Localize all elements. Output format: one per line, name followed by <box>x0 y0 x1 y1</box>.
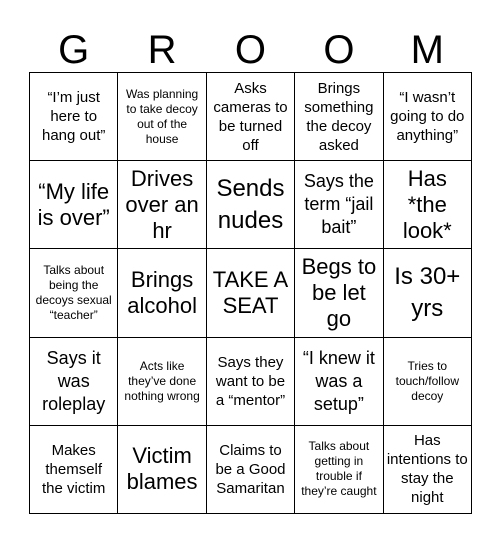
bingo-cell[interactable] <box>118 249 206 337</box>
bingo-cell[interactable] <box>384 338 472 426</box>
bingo-cell-text: “I’m just here to hang out” <box>42 89 106 145</box>
free-space-cell[interactable] <box>207 249 295 337</box>
bingo-cell-text: Claims to be a Good Samaritan <box>215 441 286 497</box>
bingo-cell[interactable] <box>207 73 295 161</box>
bingo-cell-text: Begs to be let go <box>301 253 377 331</box>
bingo-cell[interactable] <box>30 338 118 426</box>
bingo-cell[interactable] <box>295 338 383 426</box>
header-letter-o-second: O <box>323 28 356 72</box>
bingo-cell[interactable] <box>207 338 295 426</box>
bingo-cell[interactable] <box>118 338 206 426</box>
header-letter-m: M <box>410 28 445 72</box>
bingo-cell[interactable] <box>118 426 206 514</box>
bingo-cell-text: “I wasn’t going to do anything” <box>390 89 465 145</box>
bingo-cell-text: TAKE A SEAT <box>212 266 289 318</box>
bingo-header <box>30 28 472 72</box>
bingo-cell-text: Says they want to be a “mentor” <box>215 353 286 409</box>
bingo-cell-text: “My life is over” <box>37 178 110 230</box>
bingo-cell-text: Says it was roleplay <box>42 347 106 414</box>
bingo-cell[interactable] <box>295 73 383 161</box>
bingo-cell-text: Victim blames <box>126 443 198 495</box>
bingo-cell[interactable] <box>30 161 118 249</box>
bingo-cell[interactable] <box>295 426 383 514</box>
bingo-cell-text: Has *the look* <box>402 165 452 243</box>
bingo-cell[interactable] <box>384 73 472 161</box>
bingo-cell[interactable] <box>30 426 118 514</box>
bingo-cell-text: Asks cameras to be turned off <box>213 79 288 154</box>
bingo-cell-text: “I knew it was a setup” <box>302 347 375 414</box>
bingo-cell[interactable] <box>30 73 118 161</box>
bingo-cell-text: Makes themself the victim <box>42 441 106 497</box>
bingo-cell[interactable] <box>384 249 472 337</box>
bingo-cell-text: Says the term “jail bait” <box>303 171 374 238</box>
bingo-cell[interactable] <box>30 249 118 337</box>
bingo-cell[interactable] <box>207 161 295 249</box>
bingo-cell-text: Talks about getting in trouble if they’re caught <box>301 439 377 499</box>
bingo-cell[interactable] <box>118 73 206 161</box>
bingo-cell-text: Was planning to take decoy out of the house <box>125 86 199 146</box>
bingo-cell-text: Brings something the decoy asked <box>304 79 374 154</box>
bingo-cell-text: Drives over an hr <box>125 165 199 243</box>
header-letter-o-first: O <box>234 28 268 72</box>
bingo-cell[interactable] <box>118 161 206 249</box>
bingo-board <box>29 72 472 514</box>
bingo-cell-text: Sends nudes <box>216 174 285 234</box>
bingo-cell[interactable] <box>207 426 295 514</box>
header-letter-g: G <box>58 28 91 72</box>
bingo-cell-text: Has intentions to stay the night <box>386 432 468 507</box>
bingo-cell-text: Acts like they’ve done nothing wrong <box>124 358 200 403</box>
bingo-cell[interactable] <box>295 249 383 337</box>
bingo-cell-text: Talks about being the decoys sexual “teacher” <box>35 262 112 322</box>
bingo-cell[interactable] <box>384 161 472 249</box>
bingo-cell-text: Brings alcohol <box>127 266 197 318</box>
bingo-cell-text: Tries to touch/follow decoy <box>395 358 459 403</box>
bingo-cell[interactable] <box>295 161 383 249</box>
bingo-cell[interactable] <box>384 426 472 514</box>
header-letter-r: R <box>147 28 178 72</box>
bingo-cell-text: Is 30+ yrs <box>394 262 461 322</box>
